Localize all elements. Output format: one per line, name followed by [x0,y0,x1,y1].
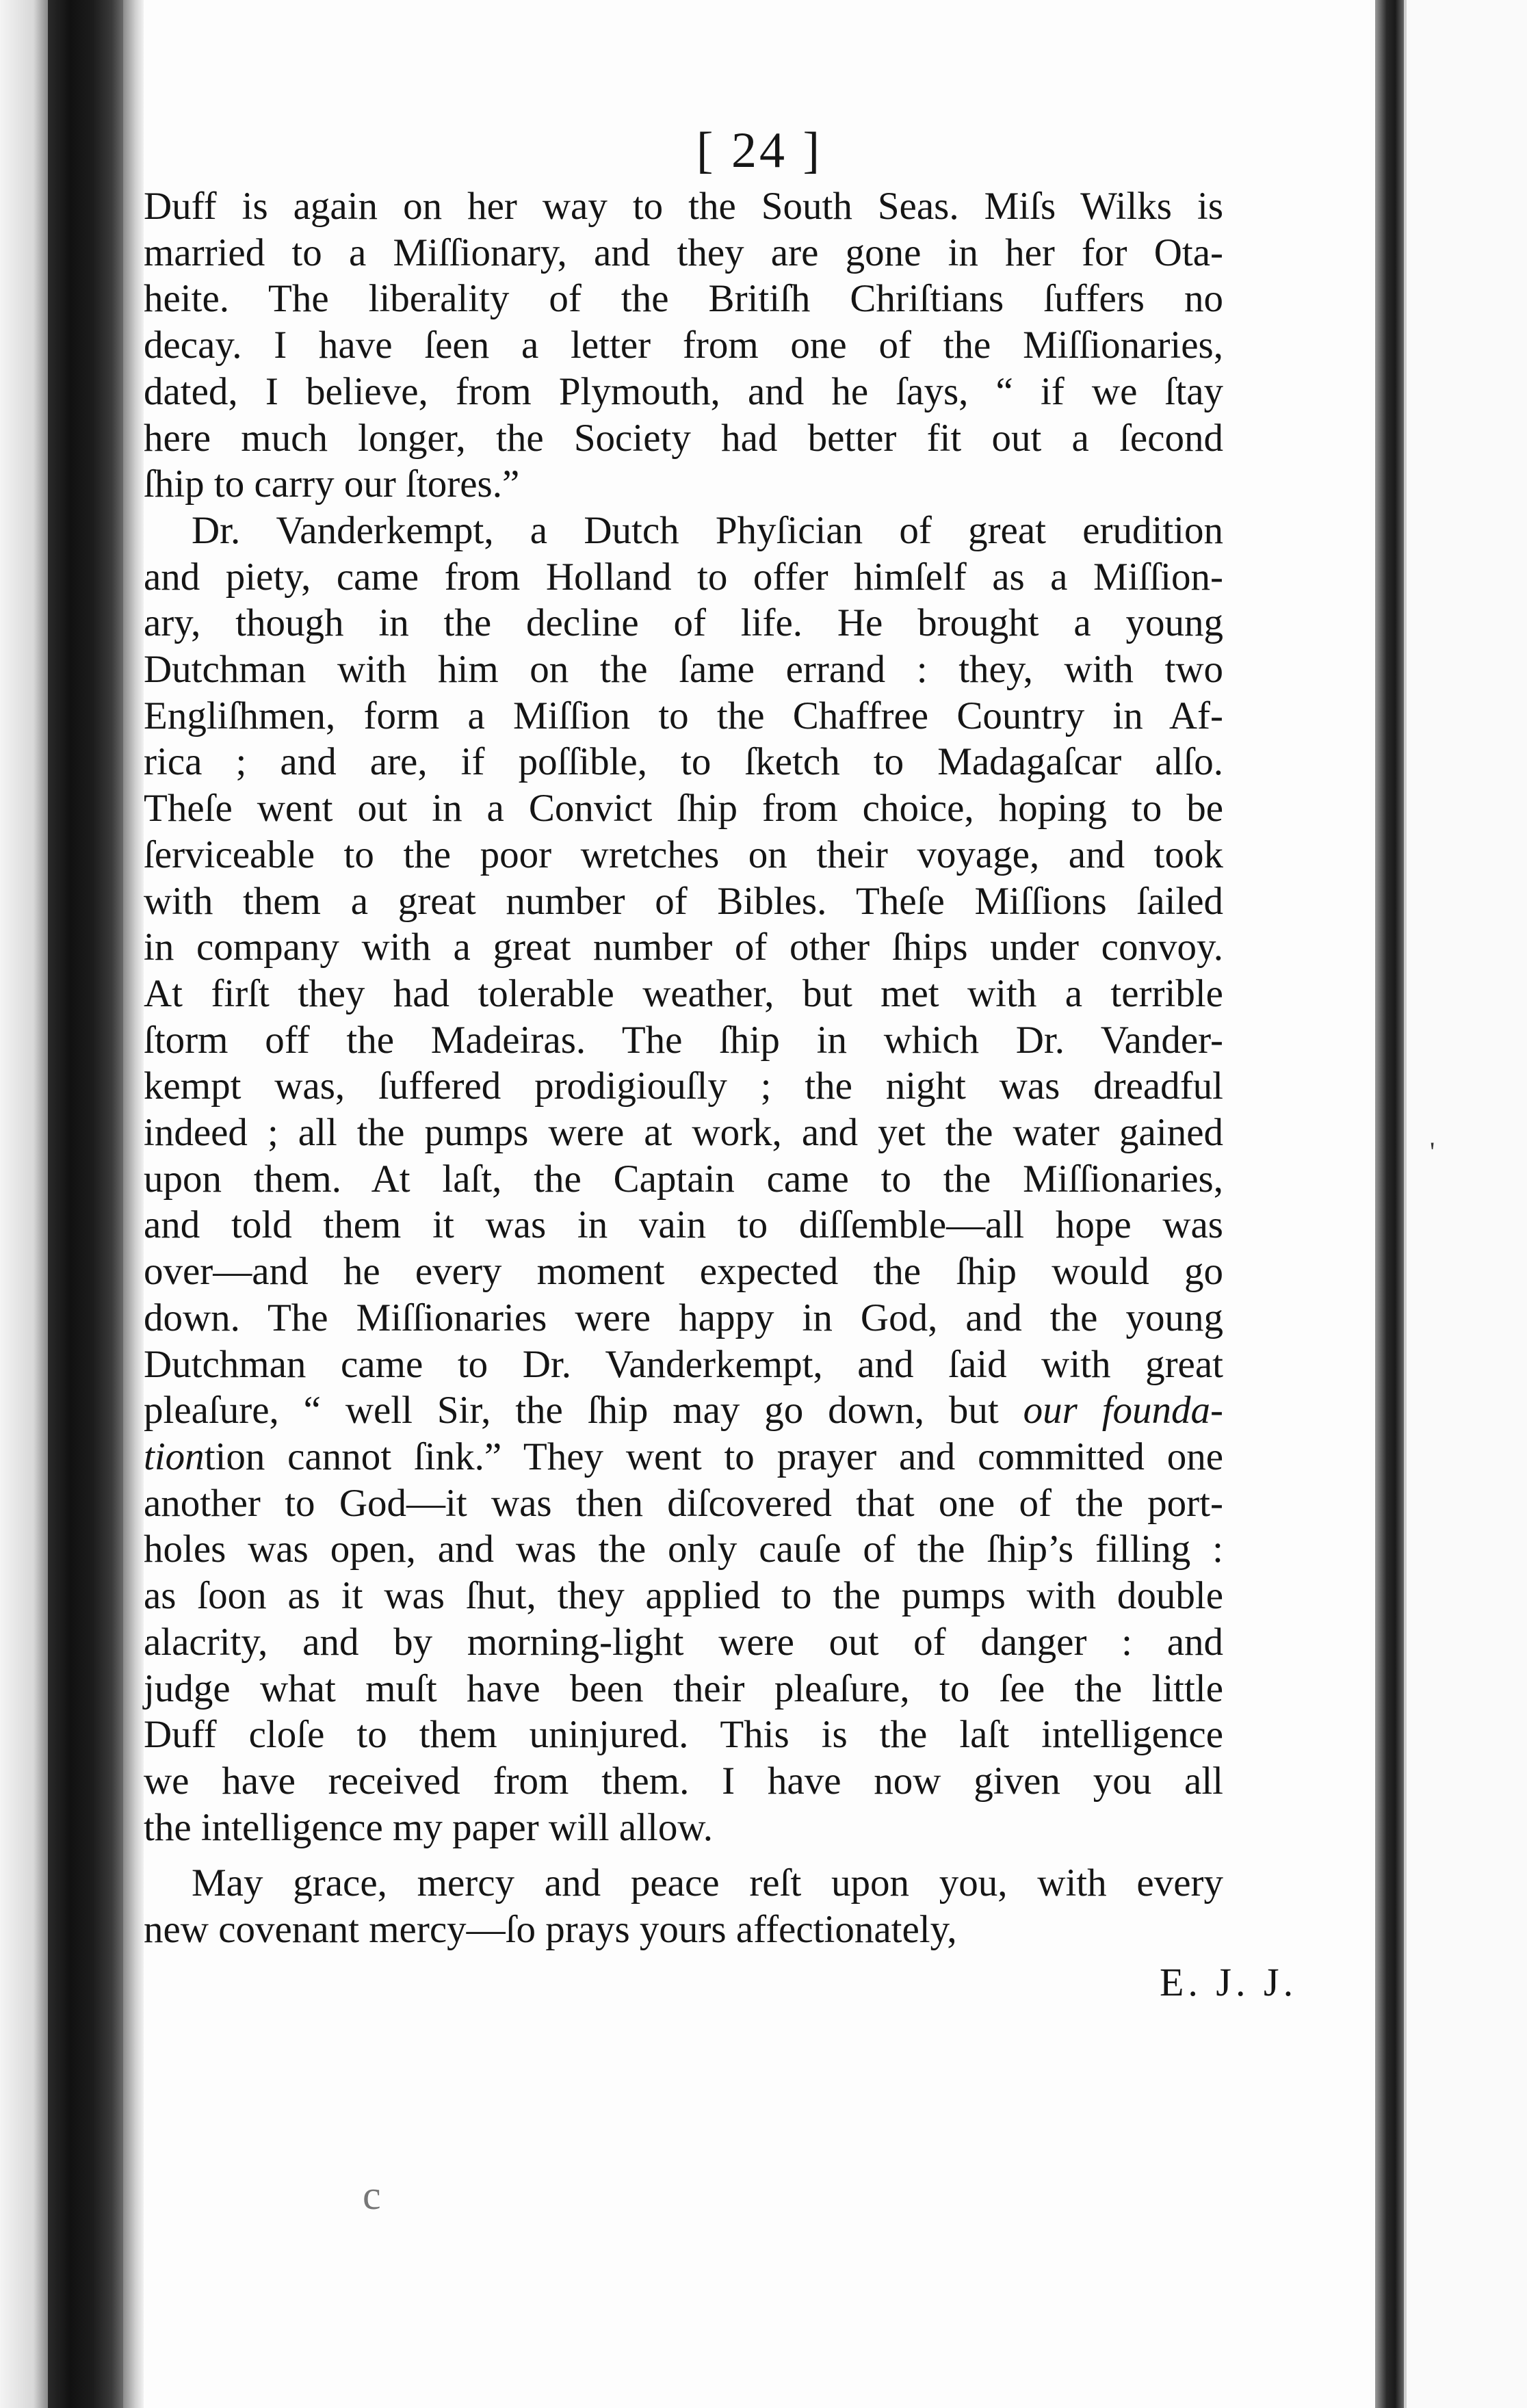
text-line: dated, I believe, from Plymouth, and he ſays, “ if we ſtay [144,369,1223,413]
text-line: heite. The liberality of the Britiſh Chriſtians ſuffers no [144,277,1223,321]
text-line: At firſt they had tolerable weather, but met with a terrible [144,971,1223,1015]
text-line: married to a Miſſionary, and they are gone in her for Ota- [144,231,1223,274]
text-line: indeed ; all the pumps were at work, and yet the water gained [144,1111,1223,1155]
text-line: ſhip to carry our ſtores.” [144,462,520,506]
text-line: judge what muſt have been their pleaſure, to ſee the little [144,1666,1223,1710]
book-gutter-shadow [48,0,123,2408]
text-line: decay. I have ſeen a letter from one of the Miſſionaries, [144,324,1223,367]
text-line: here much longer, the Society had better fit out a ſecond [144,416,1223,460]
text-line: with them a great number of Bibles. Theſe Miſſions ſailed [144,879,1223,923]
book-gutter-edge [123,0,144,2408]
text-line: and told them it was in vain to diſſemble—all hope was [144,1203,1223,1247]
text-line: down. The Miſſionaries were happy in God, and the young [144,1296,1223,1339]
text-line: holes was open, and was the only cauſe of the ſhip’s filling : [144,1528,1223,1571]
text-line: alacrity, and by morning-light were out of danger : and [144,1620,1223,1664]
text-line: ſerviceable to the poor wretches on their voyage, and took [144,833,1223,876]
text-line: upon them. At laſt, the Captain came to the Miſſionaries, [144,1157,1223,1201]
page-body-text [144,183,1368,1953]
text-line: May grace, mercy and peace reſt upon you, with every [192,1861,1223,1905]
italic-phrase: tion [144,1435,205,1478]
text-line: rica ; and are, if poſſible, to ſketch to Madagaſcar alſo. [144,740,1223,784]
text-line-segment: pleaſure, “ well Sir, the ſhip may go down, but [144,1389,1023,1432]
text-line: new covenant mercy—ſo prays yours affectionately, [144,1908,957,1952]
text-line: ſtorm off the Madeiras. The ſhip in which Dr. Vander- [144,1018,1223,1062]
text-line: and piety, came from Holland to offer himſelf as a Miſſion- [144,555,1223,599]
text-line: Dutchman came to Dr. Vanderkempt, and ſaid with great [144,1342,1223,1386]
italic-phrase: our founda- [1023,1389,1224,1432]
book-gutter-light [0,0,48,2408]
adjacent-page-edge [1404,0,1527,2408]
text-line-with-italic [144,1387,1223,1434]
signature-initials: E. J. J. [1160,1960,1298,2004]
page-number: [ 24 ] [696,122,823,179]
text-line: Theſe went out in a Convict ſhip from choice, hoping to be [144,787,1223,830]
text-line: we have received from them. I have now given you all [144,1759,1223,1803]
text-line: ary, though in the decline of life. He brought a young [144,601,1223,645]
text-line: as ſoon as it was ſhut, they applied to the pumps with double [144,1574,1223,1618]
marginal-mark: c [363,2173,381,2218]
text-line: another to God—it was then diſcovered that one of the port- [144,1481,1223,1525]
text-line: over—and he every moment expected the ſhip would go [144,1250,1223,1294]
text-line: kempt was, ſuffered prodigiouſly ; the night was dreadful [144,1064,1223,1108]
text-line: in company with a great number of other ſhips under convoy. [144,926,1223,969]
text-line: Duff cloſe to them uninjured. This is the laſt intelligence [144,1713,1223,1757]
text-line: Duff is again on her way to the South Seas. Miſs Wilks is [144,185,1223,228]
text-line: Engliſhmen, form a Miſſion to the Chaffree Country in Af- [144,694,1223,737]
text-line: Dr. Vanderkempt, a Dutch Phyſician of great erudition [192,508,1223,552]
text-line-segment: tion cannot ſink.” They went to prayer and committed one [204,1435,1223,1478]
page-right-edge-shadow [1375,0,1404,2408]
text-line: Dutchman with him on the ſame errand : they, with two [144,648,1223,692]
text-line-with-italic [144,1434,1223,1480]
marginal-mark: ' [1430,1136,1435,1167]
text-line: the intelligence my paper will allow. [144,1805,714,1849]
